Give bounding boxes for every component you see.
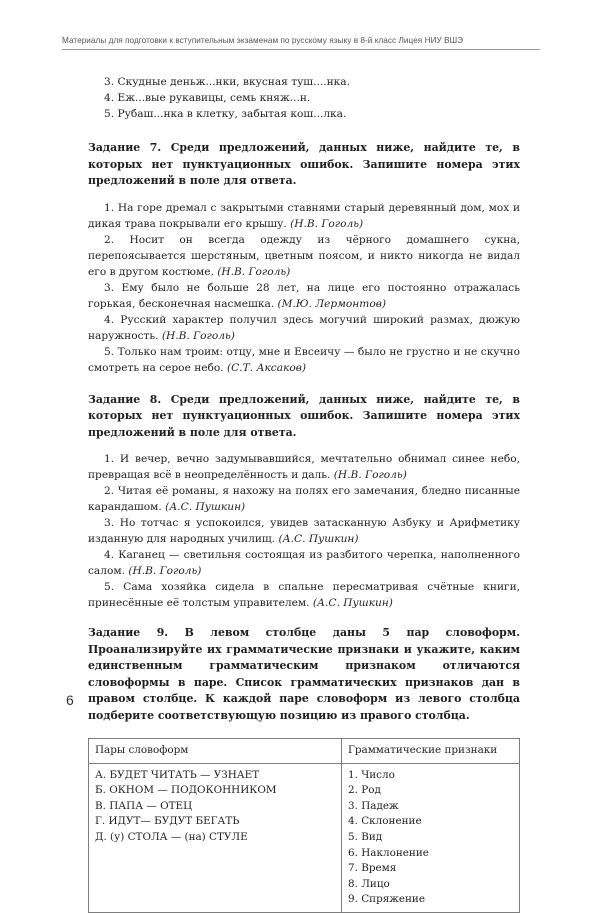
feature-item: 5. Вид	[348, 830, 383, 843]
pair-item: А. БУДЕТ ЧИТАТЬ — УЗНАЕТ	[95, 768, 260, 781]
sentence: 3. Но тотчас я успокоился, увидев затасканную Азбуку и Арифметику изданную для народных училищ. (А.С. Пушкин)	[88, 517, 520, 545]
feature-item: 1. Число	[348, 768, 395, 781]
feature-item: 7. Время	[348, 862, 397, 875]
top-list	[88, 74, 520, 122]
sentence: 2. Читая её романы, я нахожу на полях его замечания, бледно писанные карандашом. (А.С. Пушкин)	[88, 485, 520, 513]
matching-table	[88, 738, 520, 913]
table-header-row	[89, 739, 520, 764]
sentence: 1. На горе дремал с закрытыми ставнями старый деревянный дом, мох и дикая трава покрывали его крышу. (Н.В. Гоголь)	[88, 201, 520, 230]
col-header-features: Грамматические признаки	[342, 739, 520, 764]
page-header: Материалы для подготовки к вступительным экзаменам по русскому языку в 8-й класс Лицея НИУ ВШЭ	[62, 36, 540, 50]
task-7-sentences	[88, 200, 520, 376]
task-7-heading: Задание 7. Среди предложений, данных ниже, найдите те, в которых нет пунктуационных ошибок. Запишите номера этих предложений в поле для ответа.	[88, 141, 520, 187]
pairs-cell	[89, 763, 342, 912]
feature-item: 3. Падеж	[348, 799, 399, 812]
list-item: 5. Рубаш...нка в клетку, забытая кош...лка.	[104, 108, 347, 120]
task-8-heading: Задание 8. Среди предложений, данных ниже, найдите те, в которых нет пунктуационных ошибок. Запишите номера этих предложений в поле для ответа.	[88, 392, 520, 439]
list-item: 3. Скудные деньж...нки, вкусная туш....нка.	[104, 76, 350, 88]
col-header-pairs: Пары словоформ	[89, 739, 342, 764]
features-cell	[342, 763, 520, 912]
pair-item: Г. ИДУТ— БУДУТ БЕГАТЬ	[95, 815, 240, 828]
sentence: 4. Каганец — светильня состоящая из разбитого черепка, наполненного салом. (Н.В. Гоголь)	[88, 549, 520, 577]
page-number: 6	[66, 692, 74, 708]
feature-item: 4. Склонение	[348, 815, 422, 828]
feature-item: 9. Спряжение	[348, 893, 426, 906]
feature-item: 8. Лицо	[348, 877, 390, 890]
pair-item: В. ПАПА — ОТЕЦ	[95, 799, 193, 812]
table-row	[89, 763, 520, 912]
task-8-sentences	[88, 451, 520, 611]
pair-item: Б. ОКНОМ — ПОДОКОННИКОМ	[95, 784, 277, 797]
task-9-heading: Задание 9. В левом столбце даны 5 пар словоформ. Проанализируйте их грамматические признаки и укажите, каким единственным грамматическим признаком отличаются словоформы в паре. Список грамматических признаков дан в правом столбце. К каждой паре словоформ из левого столбца подберите соответствующую позицию из правого столбца.	[88, 626, 520, 722]
sentence: 2. Носит он всегда одежду из чёрного домашнего сукна, перепоясывается шерстяным, цветным поясом, и никто никогда не видал его в другом костюме. (Н.В. Гоголь)	[88, 233, 520, 278]
sentence: 1. И вечер, вечно задумывавшийся, мечтательно обнимал синее небо, превращая всё в неопределённость и даль. (Н.В. Гоголь)	[88, 453, 520, 481]
list-item: 4. Еж...вые рукавицы, семь княж...н.	[104, 92, 311, 104]
sentence: 4. Русский характер получил здесь могучий широкий размах, дюжую наружность. (Н.В. Гоголь)	[88, 313, 520, 342]
pair-item: Д. (у) СТОЛА — (на) СТУЛЕ	[95, 830, 248, 843]
feature-item: 6. Наклонение	[348, 846, 429, 859]
feature-item: 2. Род	[348, 784, 381, 797]
sentence: 5. Сама хозяйка сидела в спальне пересматривая счётные книги, принесённые её толстым управителем. (А.С. Пушкин)	[88, 581, 520, 609]
sentence: 5. Только нам троим: отцу, мне и Евсеичу — было не грустно и не скучно смотреть на серое небо. (С.Т. Аксаков)	[88, 345, 520, 374]
sentence: 3. Ему было не больше 28 лет, на лице его постоянно отражалась горькая, бесконечная насмешка. (М.Ю. Лермонтов)	[88, 281, 520, 310]
page-content	[88, 74, 520, 913]
